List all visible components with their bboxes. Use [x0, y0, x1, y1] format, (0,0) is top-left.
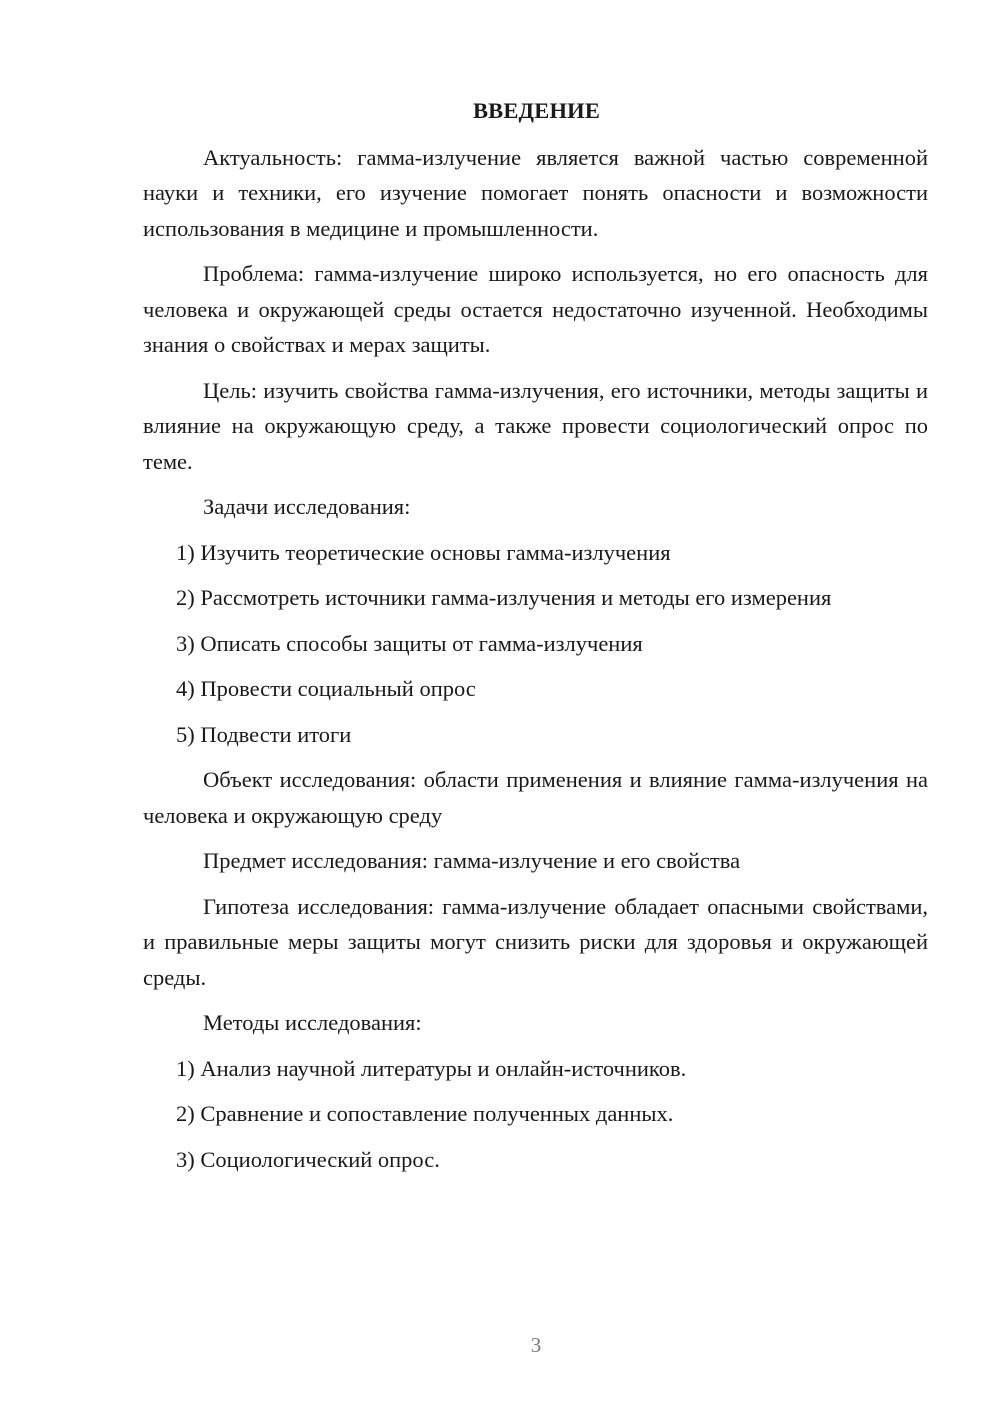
list-item: 1) Анализ научной литературы и онлайн-источников.	[176, 1055, 687, 1081]
paragraph-object: Объект исследования: области применения и влияние гамма-излучения на человека и окружающую среду	[143, 767, 928, 828]
list-item: 4) Провести социальный опрос	[176, 676, 476, 701]
tasks-heading: Задачи исследования:	[203, 494, 411, 519]
list-item: 2) Рассмотреть источники гамма-излучения и методы его измерения	[176, 585, 832, 610]
methods-list	[143, 1051, 928, 1178]
list-item: 2) Сравнение и сопоставление полученных данных.	[176, 1101, 674, 1126]
paragraph-subject: Предмет исследования: гамма-излучение и его свойства	[203, 848, 741, 873]
paragraph-problem: Проблема: гамма-излучение широко используется, но его опасность для человека и окружающей среды остается недостаточно изученной. Необходимы знания о свойствах и мерах защиты.	[143, 261, 928, 357]
page-content	[143, 93, 928, 1187]
paragraph-relevance: Актуальность: гамма-излучение является важной частью современной науки и техники, его изучение помогает понять опасности и возможности использования в медицине и промышленности.	[143, 144, 928, 241]
tasks-list	[143, 535, 928, 753]
paragraph-hypothesis: Гипотеза исследования: гамма-излучение обладает опасными свойствами, и правильные меры защиты могут снизить риски для здоровья и окружающей среды.	[143, 893, 928, 990]
methods-heading: Методы исследования:	[203, 1010, 422, 1035]
page-title: ВВЕДЕНИЕ	[472, 98, 601, 123]
paragraph-goal: Цель: изучить свойства гамма-излучения, его источники, методы защиты и влияние на окружающую среду, а также провести социологический опрос по теме.	[143, 377, 928, 474]
list-item: 5) Подвести итоги	[176, 721, 352, 747]
list-item: 3) Описать способы защиты от гамма-излучения	[176, 630, 643, 656]
list-item: 1) Изучить теоретические основы гамма-излучения	[176, 539, 671, 565]
list-item: 3) Социологический опрос.	[176, 1146, 440, 1172]
page-number: 3	[530, 1333, 542, 1357]
